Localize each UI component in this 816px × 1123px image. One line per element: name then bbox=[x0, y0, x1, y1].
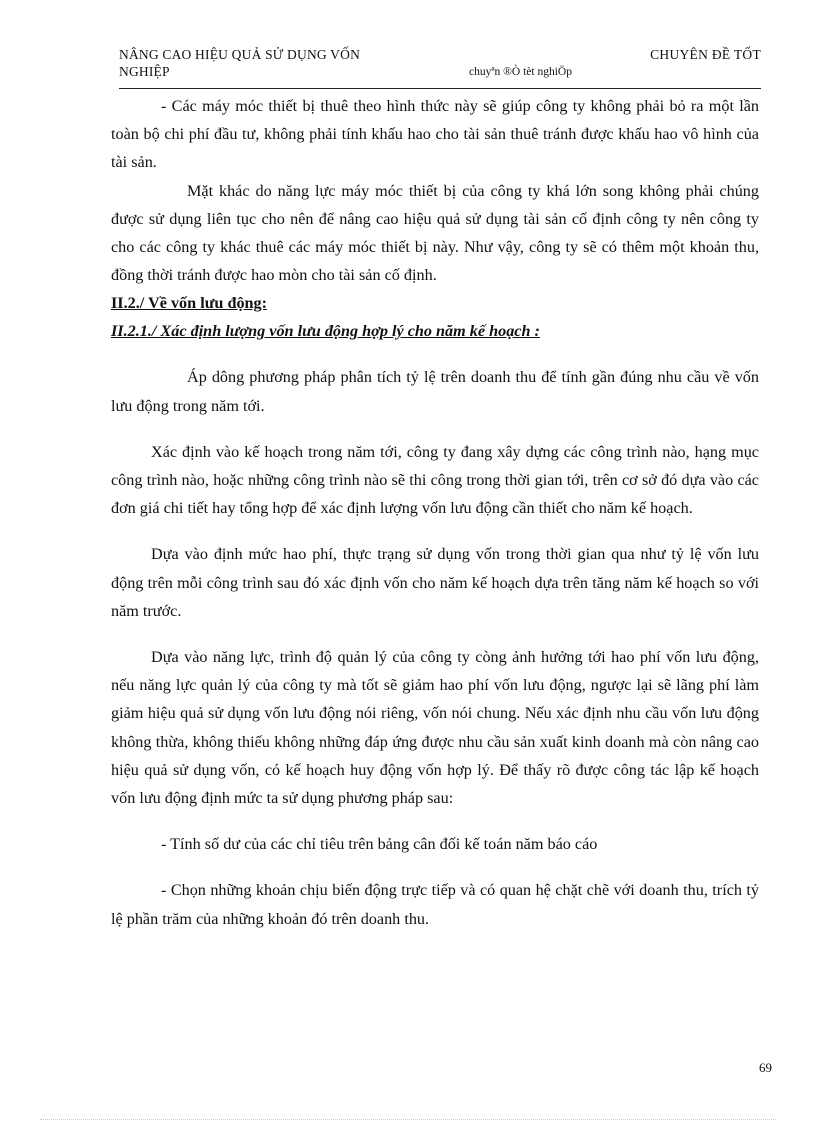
header-center-caption: chuyªn ®Ò tèt nghiÖp bbox=[469, 66, 572, 78]
header-title-line2: NGHIỆP bbox=[119, 64, 170, 79]
paragraph: Áp dông phương pháp phân tích tỷ lệ trên doanh thu để tính gần đúng nhu cầu về vốn lưu động trong năm tới. bbox=[111, 368, 759, 415]
page-bottom-border bbox=[40, 1119, 776, 1120]
subsection-heading bbox=[111, 317, 759, 345]
paragraph: Mặt khác do năng lực máy móc thiết bị của công ty khá lớn song không phải chúng được sử dụng liên tục cho nên để nâng cao hiệu quả sử dụng tài sản cố định công ty nên công ty cho các công ty khác thuê các máy móc thiết bị này. Như vậy, công ty sẽ có thêm một khoản thu, đồng thời tránh được hao mòn cho tài sản cố định. bbox=[111, 181, 759, 285]
bullet-item: - Tính số dư của các chỉ tiêu trên bảng cân đối kế toán năm báo cáo bbox=[161, 835, 598, 854]
page-header bbox=[119, 46, 761, 90]
document-body bbox=[111, 92, 759, 933]
paragraph: Dựa vào năng lực, trình độ quản lý của công ty còng ảnh hưởng tới hao phí vốn lưu động, nếu năng lực quản lý của công ty mà tốt sẽ giảm hao phí vốn lưu động, ngược lại sẽ lãng phí làm giảm hiệu quả sử dụng vốn lưu động nói riêng, vốn nói chung. Nếu xác định nhu cầu vốn lưu động không thừa, không thiếu không những đáp ứng được nhu cầu sản xuất kinh doanh mà còn nâng cao hiệu quả sử dụng vốn, có kế hoạch huy động vốn hợp lý. Để thấy rõ được công tác lập kế hoạch vốn lưu động định mức ta sử dụng phương pháp sau: bbox=[111, 648, 759, 808]
page-number: 69 bbox=[759, 1060, 772, 1075]
header-divider bbox=[119, 88, 761, 89]
paragraph: Dựa vào định mức hao phí, thực trạng sử dụng vốn trong thời gian qua như tỷ lệ vốn lưu động trên mỗi công trình sau đó xác định vốn cho năm kế hoạch dựa trên tăng năm kế hoạch so với năm trước. bbox=[111, 545, 759, 620]
section-heading bbox=[111, 289, 759, 317]
header-title-line1: NÂNG CAO HIỆU QUẢ SỬ DỤNG VỐN bbox=[119, 47, 361, 62]
bullet-item: - Chọn những khoản chịu biến động trực tiếp và có quan hệ chặt chẽ với doanh thu, trích tỷ lệ phần trăm của những khoản đó trên doanh thu. bbox=[111, 881, 759, 928]
section-heading-text: II.2./ Về vốn lưu động: bbox=[111, 294, 268, 313]
paragraph: - Các máy móc thiết bị thuê theo hình thức này sẽ giúp công ty không phải bỏ ra một lần toàn bộ chi phí đầu tư, không phải tính khấu hao cho tài sản thuê tránh được khấu hao vô hình của tài sản. bbox=[111, 97, 759, 172]
subsection-heading-text: II.2.1./ Xác định lượng vốn lưu động hợp lý cho năm kế hoạch : bbox=[111, 322, 540, 341]
paragraph: Xác định vào kế hoạch trong năm tới, công ty đang xây dựng các công trình nào, hạng mục công trình nào, hoặc những công trình nào sẽ thi công trong thời gian tới, trên cơ sở đó dựa vào các đơn giá chi tiết hay tổng hợp để xác định lượng vốn lưu động cần thiết cho năm kế hoạch. bbox=[111, 442, 759, 518]
header-right-title: CHUYÊN ĐỀ TỐT bbox=[650, 47, 761, 62]
header-left bbox=[119, 46, 360, 80]
